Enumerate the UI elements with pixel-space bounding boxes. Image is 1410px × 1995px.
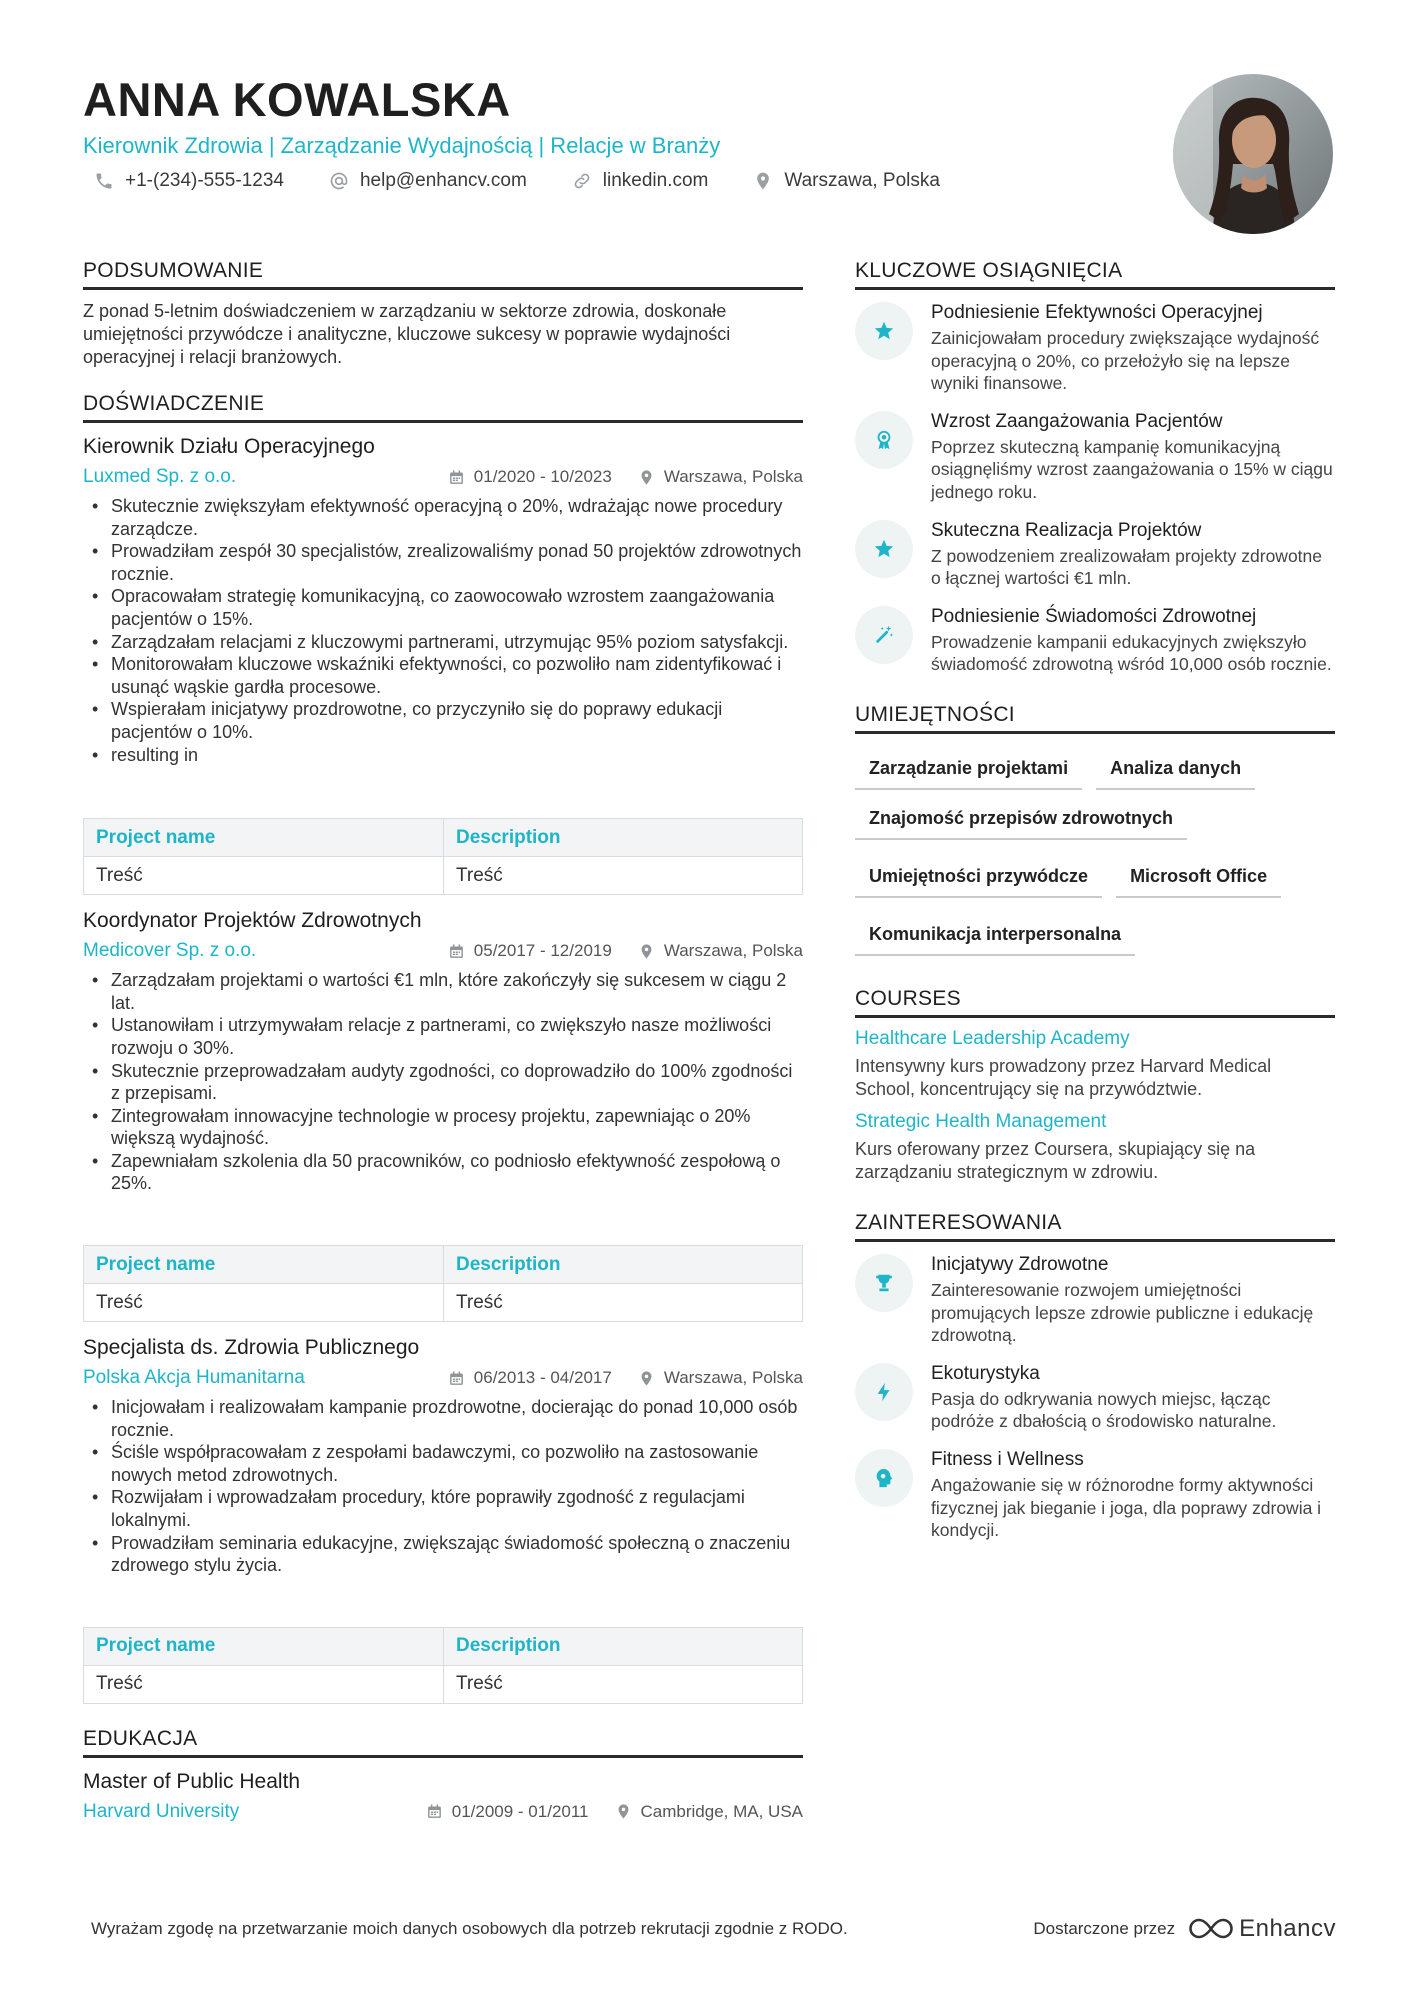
brand-credit [1033,1915,1336,1943]
bullet-item: • Ściśle współpracowałam z zespołami badawczymi, co pozwoliło na zastosowanie nowych metod zdrowotnych. [83,1441,803,1486]
column-header: Description [444,1627,803,1665]
bullet-item: • Skutecznie przeprowadzałam audyty zgodności, co doprowadziło do 100% zgodności z przepisami. [83,1060,803,1105]
section-title-achievements: KLUCZOWE OSIĄGNIĘCIA [855,258,1335,290]
resume-header [83,72,1123,194]
calendar-icon [426,1803,443,1820]
at-icon [328,170,350,192]
interest-title: Ekoturystyka [931,1362,1040,1384]
award-icon [855,411,913,469]
bullet-item: • Monitorowałam kluczowe wskaźniki efektywności, co pozwoliło nam zidentyfikować i usunąć wąskie gardła procesowe. [83,653,803,698]
trophy-icon [855,1254,913,1312]
phone-icon [93,170,115,192]
project-table [83,1245,803,1322]
degree: Master of Public Health [83,1769,301,1793]
table-cell: Treść [84,857,444,895]
project-table [83,818,803,895]
education-entry [83,1768,803,1825]
table-row [84,857,803,895]
achievement-item [855,409,1335,504]
dates-text: 01/2020 - 10/2023 [473,467,612,486]
email-text[interactable]: help@enhancv.com [359,170,527,191]
link-icon [571,170,593,192]
contact-bar [83,168,1123,194]
infinity-icon [1189,1916,1233,1942]
lightning-icon [855,1363,913,1421]
skill-tag: Zarządzanie projektami [855,746,1082,790]
location-pin-icon [638,469,655,486]
interest-item [855,1361,1335,1433]
course-title: Strategic Health Management [855,1110,1107,1132]
calendar-icon [448,943,465,960]
section-title-education: EDUKACJA [83,1726,803,1758]
bullet-item: • Prowadziłam zespół 30 specjalistów, zrealizowaliśmy ponad 50 projektów zdrowotnych rocznie. [83,540,803,585]
job-bullets [83,969,803,1195]
interest-desc: Pasja do odkrywania nowych miejsc, łącząc podróże z dbałością o środowisko naturalne. [931,1388,1277,1432]
table-cell: Treść [84,1284,444,1322]
job-dates-location [422,941,803,961]
provided-by-label: Dostarczone przez [1033,1919,1176,1938]
achievement-title: Podniesienie Efektywności Operacyjnej [931,302,1263,323]
course-title: Healthcare Leadership Academy [855,1027,1130,1049]
course-desc: Intensywny kurs prowadzony przez Harvard Medical School, koncentrujący się na przywództwie. [855,1055,1272,1099]
linkedin-text[interactable]: linkedin.com [602,170,709,191]
achievement-title: Skuteczna Realizacja Projektów [931,519,1202,541]
achievement-item [855,518,1335,590]
company-name: Luxmed Sp. z o.o. [83,466,237,487]
achievement-text [931,409,1335,504]
experience-entry [83,433,803,895]
skill-tag: Komunikacja interpersonalna [855,912,1135,956]
education-location [615,1802,804,1822]
bullet-item: • resulting in [83,744,803,767]
achievement-desc: Prowadzenie kampanii edukacyjnych zwiększyło świadomość zdrowotną wśród 10,000 osób rocznie. [931,631,1332,675]
dates-text: 01/2009 - 01/2011 [451,1801,589,1821]
achievement-desc: Poprzez skuteczną kampanię komunikacyjną osiągnęliśmy wzrost zaangażowania o 15% w ciągu jednego roku. [931,436,1333,502]
right-column [855,258,1335,1542]
bullet-item: • Zarządzałam projektami o wartości €1 mln, które zakończyły się sukcesem w ciągu 2 lat. [83,969,803,1014]
achievement-item [855,300,1335,395]
job-title: Koordynator Projektów Zdrowotnych [83,909,422,933]
interest-text [931,1252,1335,1347]
job-dates-location [422,1368,803,1388]
brand-name: Enhancv [1239,1915,1336,1942]
column-header: Description [444,1246,803,1284]
table-header-row [84,1246,803,1284]
education-dates-location [400,1802,803,1822]
contact-location [742,168,940,194]
page-footer [91,1915,1336,1943]
skill-tag: Umiejętności przywódcze [855,854,1102,898]
section-title-experience: DOŚWIADCZENIE [83,391,803,423]
bullet-item: • Ustanowiłam i utrzymywałam relacje z partnerami, co zwiększyło nasze możliwości rozwoju o 30%. [83,1014,803,1059]
skills-list [855,740,1335,956]
table-cell: Treść [444,857,803,895]
job-meta [83,464,803,490]
achievement-text [931,604,1335,676]
bullet-item: • Skutecznie zwiększyłam efektywność operacyjną o 20%, wdrażając nowe procedury zarządcze. [83,495,803,540]
achievement-desc: Z powodzeniem zrealizowałam projekty zdrowotne o łącznej wartości €1 mln. [931,545,1323,589]
column-header: Project name [84,1627,444,1665]
bullet-item: • Inicjowałam i realizowałam kampanie prozdrowotne, docierając do ponad 10,000 osób rocznie. [83,1396,803,1441]
education-meta [83,1799,803,1825]
interest-desc: Zainteresowanie rozwojem umiejętności promujących lepsze zdrowie publiczne i edukację zdrowotną. [931,1279,1314,1346]
location-text: Cambridge, MA, USA [640,1801,803,1821]
phone-text: +1-(234)-555-1234 [125,170,284,191]
table-row [84,1284,803,1322]
column-header: Project name [84,819,444,857]
bullet-item: • Prowadziłam seminaria edukacyjne, zwiększając świadomość społeczną o znaczeniu zdrowego stylu życia. [83,1532,803,1577]
job-dates [448,1368,612,1388]
location-text: Warszawa, Polska [663,941,803,961]
job-location [638,941,803,961]
interest-item [855,1252,1335,1347]
company-name: Medicover Sp. z o.o. [83,940,257,962]
magic-wand-icon [855,606,913,664]
profile-photo [1173,74,1333,234]
job-location [638,467,803,487]
experience-entry [83,1334,803,1704]
enhancv-logo[interactable] [1189,1915,1336,1943]
bullet-item: • Zarządzałam relacjami z kluczowymi partnerami, utrzymując 95% poziom satysfakcji. [83,631,803,654]
location-pin-icon [615,1803,632,1820]
course-desc: Kurs oferowany przez Coursera, skupiający się na zarządzaniu strategicznym w zdrowiu. [855,1138,1256,1182]
table-header-row [84,819,803,857]
star-icon [855,302,913,360]
location-text: Warszawa, Polska [663,1368,803,1388]
job-location [638,1368,803,1388]
bullet-item: • Zapewniałam szkolenia dla 50 pracowników, co podniosło efektywność zespołową o 25%. [83,1150,803,1195]
section-title-summary: PODSUMOWANIE [83,258,803,290]
table-cell: Treść [84,1665,444,1703]
course-item [855,1026,1335,1101]
contact-phone [83,168,284,194]
school-name: Harvard University [83,1800,240,1822]
interest-desc: Angażowanie się w różnorodne formy aktywności fizycznej jak bieganie i joga, dla poprawy zdrowia i kondycji. [931,1474,1322,1541]
consent-clause: Wyrażam zgodę na przetwarzanie moich danych osobowych dla potrzeb rekrutacji zgodnie z RODO. [91,1919,848,1938]
company-name: Polska Akcja Humanitarna [83,1367,305,1389]
location-pin-icon [638,1370,655,1387]
contact-linkedin[interactable] [561,168,709,194]
table-cell: Treść [444,1284,803,1322]
achievement-title: Wzrost Zaangażowania Pacjentów [931,410,1223,432]
achievement-desc: Zainicjowałam procedury zwiększające wydajność operacyjną o 20%, co przełożyło się na lepsze wyniki finansowe. [931,328,1320,394]
location-text: Warszawa, Polska [784,170,940,191]
calendar-icon [448,1370,465,1387]
column-header: Description [444,819,803,857]
bullet-item: • Wspierałam inicjatywy prozdrowotne, co przyczyniło się do poprawy edukacji pacjentów o 10%. [83,698,803,743]
education-dates [426,1802,589,1822]
interest-title: Inicjatywy Zdrowotne [931,1253,1109,1275]
section-title-courses: COURSES [855,986,1335,1018]
contact-email[interactable] [318,168,527,194]
interest-text [931,1361,1335,1433]
job-title: Kierownik Działu Operacyjnego [83,435,375,458]
table-cell: Treść [444,1665,803,1703]
skill-tag: Analiza danych [1096,746,1255,790]
column-header: Project name [84,1246,444,1284]
job-bullets [83,495,803,766]
bullet-item: • Zintegrowałam innowacyjne technologie w procesy projektu, zapewniając o 20% większą wydajność. [83,1105,803,1150]
job-dates [448,941,612,961]
headline: Kierownik Zdrowia | Zarządzanie Wydajnością | Relacje w Branży [83,133,721,158]
experience-entry [83,907,803,1322]
job-dates [448,467,612,487]
location-text: Warszawa, Polska [663,467,803,486]
job-meta [83,938,803,964]
job-title: Specjalista ds. Zdrowia Publicznego [83,1336,420,1360]
star-icon [855,520,913,578]
achievement-title: Podniesienie Świadomości Zdrowotnej [931,605,1257,627]
bullet-item: • Rozwijałam i wprowadzałam procedury, które poprawiły zgodność z regulacjami lokalnymi. [83,1486,803,1531]
achievement-text [931,518,1335,590]
job-dates-location [422,467,803,487]
candidate-name: ANNA KOWALSKA [83,73,511,126]
dates-text: 05/2017 - 12/2019 [473,941,612,961]
location-pin-icon [638,943,655,960]
job-bullets [83,1396,803,1577]
location-pin-icon [752,170,774,192]
calendar-icon [448,469,465,486]
table-row [84,1665,803,1703]
interest-item [855,1447,1335,1542]
section-title-interests: ZAINTERESOWANIA [855,1210,1335,1242]
bullet-item: • Opracowałam strategię komunikacyjną, co zaowocowało wzrostem zaangażowania pacjentów o 15%. [83,585,803,630]
skill-tag: Znajomość przepisów zdrowotnych [855,796,1187,840]
section-title-skills: UMIEJĘTNOŚCI [855,702,1335,734]
table-header-row [84,1627,803,1665]
interest-title: Fitness i Wellness [931,1448,1084,1470]
left-column [83,258,803,1825]
course-item [855,1109,1335,1184]
interest-text [931,1447,1335,1542]
job-meta [83,1365,803,1391]
achievement-item [855,604,1335,676]
dates-text: 06/2013 - 04/2017 [473,1368,612,1388]
achievement-text [931,300,1335,395]
project-table [83,1627,803,1704]
summary-text: Z ponad 5-letnim doświadczeniem w zarządzaniu w sektorze zdrowia, doskonałe umiejętności przywódcze i analityczne, kluczowe sukcesy w poprawie wydajności operacyjnej i relacji branżowych. [83,301,731,367]
skill-tag: Microsoft Office [1116,854,1281,898]
head-icon [855,1449,913,1507]
